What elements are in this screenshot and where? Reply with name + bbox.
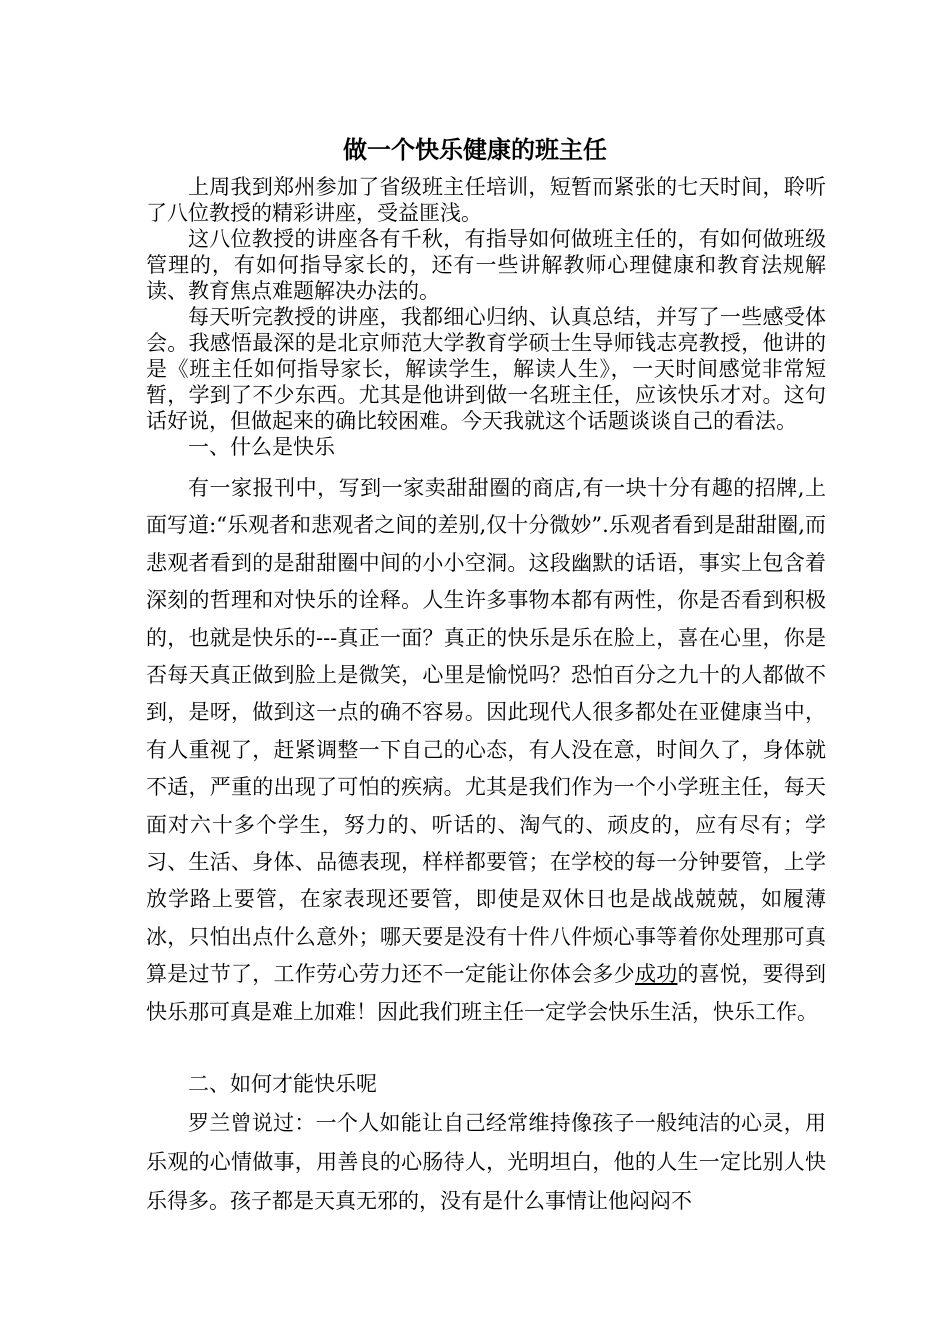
intro-section [146, 174, 826, 460]
section2 [146, 1065, 826, 1221]
section1-heading: 一、什么是快乐 [188, 435, 335, 459]
intro-paragraph-1: 上周我到郑州参加了省级班主任培训，短暂而紧张的七天时间，聆听了八位教授的精彩讲座，受益匪浅。 [146, 175, 826, 225]
document-title: 做一个快乐健康的班主任 [343, 135, 607, 164]
section2-heading: 二、如何才能快乐呢 [188, 1072, 377, 1096]
intro-paragraph-3: 每天听完教授的讲座，我都细心归纳、认真总结，并写了一些感受体会。我感悟最深的是北京师范大学教育学硕士生导师钱志亮教授，他讲的是《班主任如何指导家长，解读学生，解读人生》，一天时间感觉非常短暂，学到了不少东西。尤其是他讲到做一名班主任，应该快乐才对。这句话好说，但做起来的确比较困难。今天我就这个话题谈谈自己的看法。 [146, 305, 826, 433]
section1-text-after-link: 的喜悦，要得到快乐那可真是难上加难！因此我们班主任一定学会快乐生活，快乐工作。 [146, 962, 827, 1024]
intro-paragraph-2: 这八位教授的讲座各有千秋，有指导如何做班主任的，有如何做班级管理的，有如何指导家长的，还有一些讲解教师心理健康和教育法规解读、教育焦点难题解决办法的。 [146, 227, 826, 303]
section1-paragraph [146, 470, 826, 1031]
section1-body [146, 470, 826, 1031]
success-link[interactable]: 成功 [634, 962, 678, 987]
section1-text-before-link: 有一家报刊中，写到一家卖甜甜圈的商店,有一块十分有趣的招牌,上面写道:“乐观者和悲观者之间的差别,仅十分微妙”.乐观者看到是甜甜圈,而悲观者看到的是甜甜圈中间的小小空洞。这段幽默的话语，事实上包含着深刻的哲理和对快乐的诠释。人生许多事物本都有两性，你是否看到积极的，也就是快乐的---真正一面？真正的快乐是乐在脸上，喜在心里，你是否每天真正做到脸上是微笑，心里是愉悦吗？恐怕百分之九十的人都做不到，是呀，做到这一点的确不容易。因此现代人很多都处在亚健康当中，有人重视了，赶紧调整一下自己的心态，有人没在意，时间久了，身体就不适，严重的出现了可怕的疾病。尤其是我们作为一个小学班主任，每天面对六十多个学生，努力的、听话的、淘气的、顽皮的，应有尽有；学习、生活、身体、品德表现，样样都要管；在学校的每一分钟要管，上学放学路上要管，在家表现还要管，即使是双休日也是战战兢兢，如履薄冰，只怕出点什么意外；哪天要是没有十件八件烦心事等着你处理那可真算是过节了，工作劳心劳力还不一定能让你体会多少 [146, 476, 826, 987]
section2-paragraph: 罗兰曾说过：一个人如能让自己经常维持像孩子一般纯洁的心灵，用乐观的心情做事，用善良的心肠待人，光明坦白，他的人生一定比别人快乐得多。孩子都是天真无邪的，没有是什么事情让他闷闷不 [146, 1111, 826, 1213]
